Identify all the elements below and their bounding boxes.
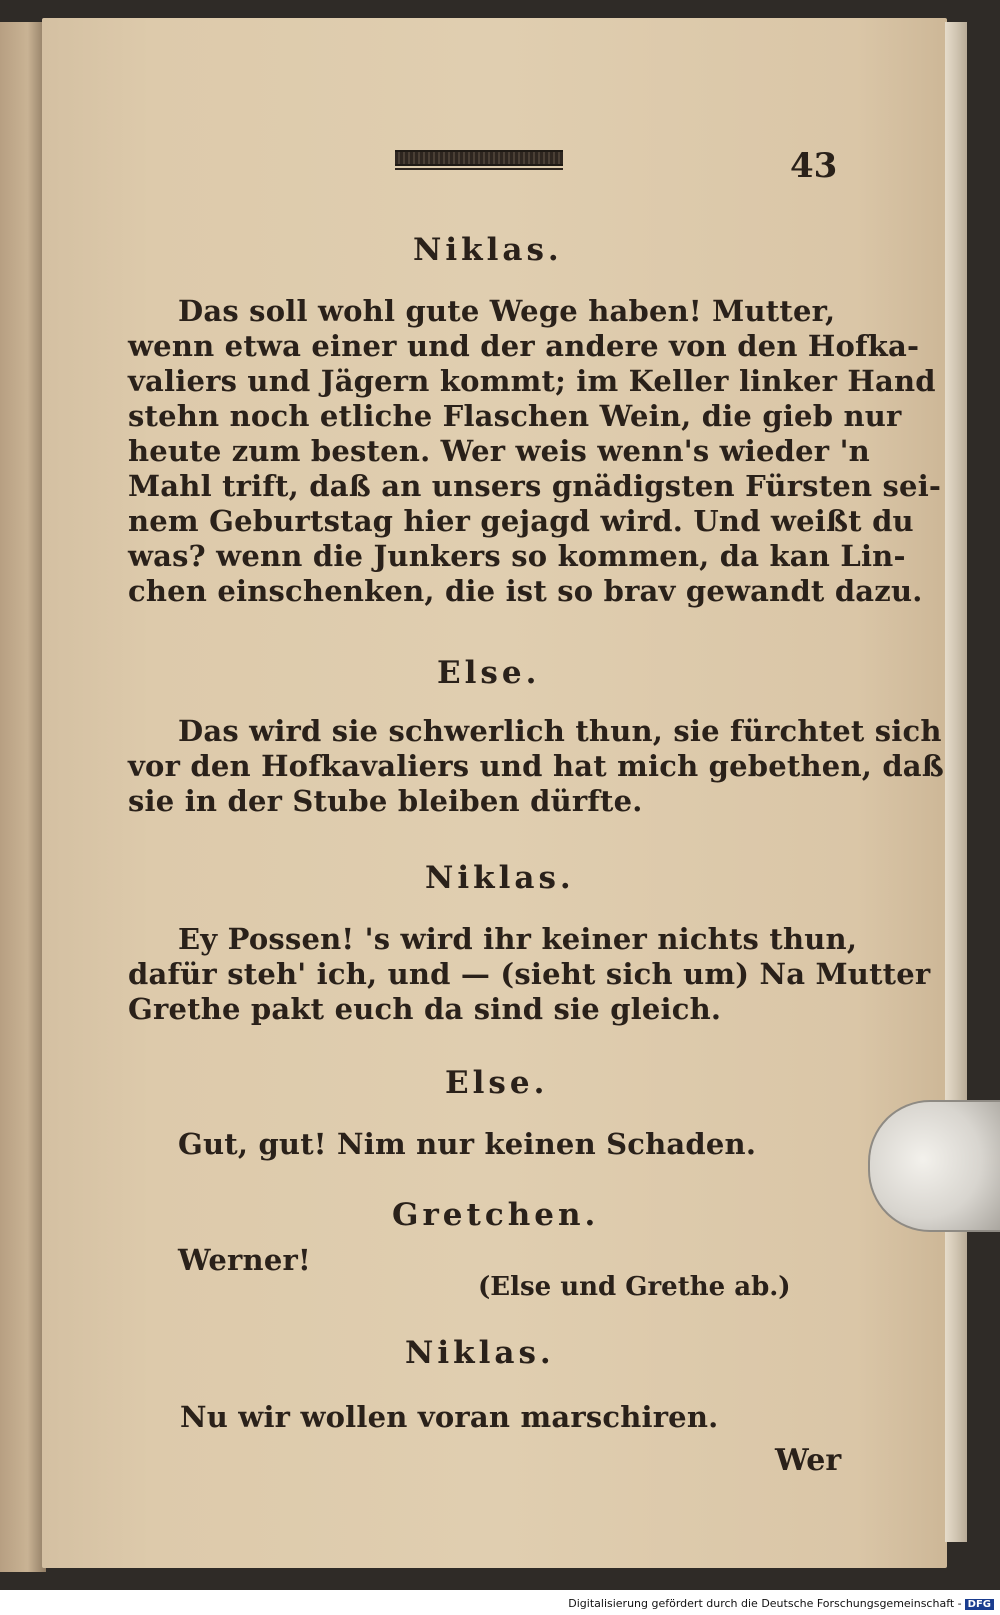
text-line: wenn etwa einer und der andere von den Hofka- bbox=[128, 329, 920, 363]
dfg-logo: DFG bbox=[965, 1599, 994, 1610]
text-line: Ey Possen! 's wird ihr keiner nichts thun, bbox=[178, 922, 858, 956]
text-line: Mahl trift, daß an unsers gnädigsten Fürsten sei- bbox=[128, 469, 942, 503]
text-line: dafür steh' ich, und — (sieht sich um) Na Mutter bbox=[128, 957, 931, 991]
text-line: Nu wir wollen voran marschiren. bbox=[180, 1400, 719, 1434]
speaker-heading: Gretchen. bbox=[392, 1197, 600, 1233]
text-line: Werner! bbox=[178, 1243, 311, 1277]
speaker-heading: Niklas. bbox=[425, 860, 575, 896]
text-line: Das wird sie schwerlich thun, sie fürchtet sich bbox=[178, 714, 942, 748]
text-line: Das soll wohl gute Wege haben! Mutter, bbox=[178, 294, 836, 328]
text-line: chen einschenken, die ist so brav gewandt dazu. bbox=[128, 574, 923, 608]
page-number: 43 bbox=[790, 146, 838, 186]
text-line: vor den Hofkavaliers und hat mich gebethen, daß bbox=[128, 749, 945, 783]
speaker-heading: Else. bbox=[437, 655, 541, 691]
text-line: Grethe pakt euch da sind sie gleich. bbox=[128, 992, 722, 1026]
text-line: heute zum besten. Wer weis wenn's wieder 'n bbox=[128, 434, 870, 468]
digitization-footer bbox=[568, 1597, 994, 1610]
speaker-heading: Niklas. bbox=[413, 232, 563, 268]
text-line: Gut, gut! Nim nur keinen Schaden. bbox=[178, 1127, 757, 1161]
text-line: stehn noch etliche Flaschen Wein, die gieb nur bbox=[128, 399, 902, 433]
speaker-heading: Niklas. bbox=[405, 1335, 555, 1371]
text-line: valiers und Jägern kommt; im Keller linker Hand bbox=[128, 364, 936, 398]
speaker-heading: Else. bbox=[445, 1065, 549, 1101]
header-ornament-rule bbox=[395, 150, 563, 166]
text-line: nem Geburtstag hier gejagd wird. Und weißt du bbox=[128, 504, 914, 538]
stage-direction: (Else und Grethe ab.) bbox=[478, 1272, 791, 1302]
catchword: Wer bbox=[775, 1443, 842, 1478]
text-line: was? wenn die Junkers so kommen, da kan Lin- bbox=[128, 539, 906, 573]
text-line: sie in der Stube bleiben dürfte. bbox=[128, 784, 643, 818]
footer-text: Digitalisierung gefördert durch die Deutsche Forschungsgemeinschaft - bbox=[568, 1597, 962, 1610]
header-ornament-underline bbox=[395, 168, 563, 170]
